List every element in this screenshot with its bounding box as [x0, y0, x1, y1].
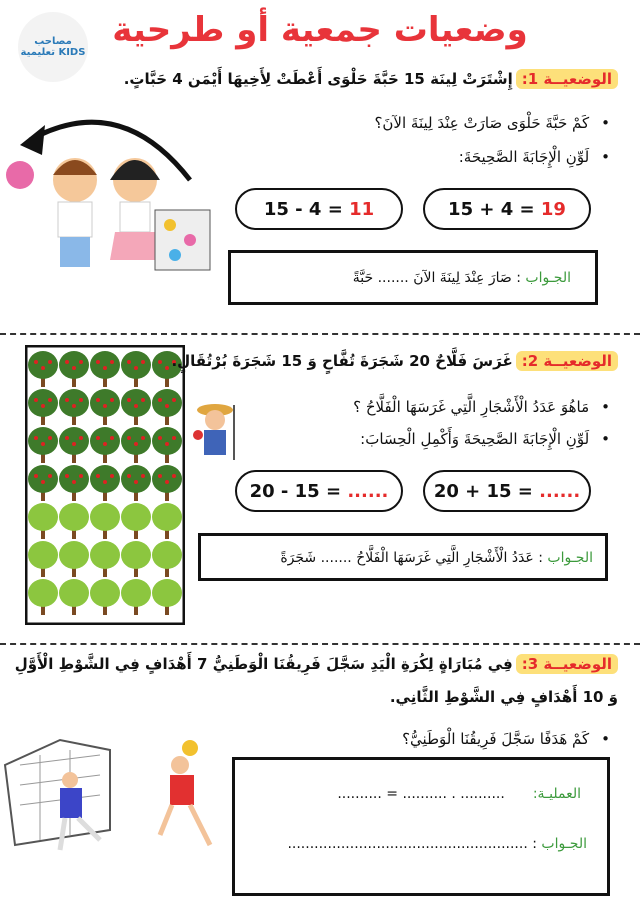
page-title: وضعيات جمعية أو طرحية [112, 10, 528, 50]
orange-tree [28, 541, 58, 569]
apple [103, 480, 107, 484]
apple [48, 398, 52, 402]
apple [134, 366, 138, 370]
orange-tree [121, 503, 151, 531]
orange-tree [152, 503, 182, 531]
apple-tree [152, 389, 182, 417]
trees-illustration [25, 345, 185, 625]
apple [158, 398, 162, 402]
apple-tree [28, 427, 58, 455]
operation-label: العمليـة: [532, 786, 581, 802]
answer-box [232, 757, 610, 896]
situation-1-statement: الوضعيــة 1:إِشْتَرَتْ لِينَة 15 حَبَّةَ حَلْوَى أَعْطَتْ لِأَخِيهَا أَيْمَن 4 حَبَّاتٍ. [124, 70, 618, 88]
apple [141, 436, 145, 440]
apple [103, 404, 107, 408]
operation-field[interactable]: .......... = .......... . .......... [337, 786, 505, 802]
option-add[interactable]: 20 + 15 = ...... [423, 470, 591, 512]
apple-tree [28, 389, 58, 417]
apple [165, 366, 169, 370]
apple [172, 398, 176, 402]
handball-illustration [0, 735, 225, 855]
apple [158, 474, 162, 478]
apple-tree [90, 465, 120, 493]
apple-tree [90, 351, 120, 379]
apple [41, 366, 45, 370]
apple [158, 436, 162, 440]
apple [103, 442, 107, 446]
apple-tree [121, 427, 151, 455]
apple [141, 474, 145, 478]
apple [79, 436, 83, 440]
apple-tree [28, 465, 58, 493]
orange-tree [90, 541, 120, 569]
apple [127, 398, 131, 402]
apple-tree [90, 427, 120, 455]
answer-box: الجـواب : صَارَ عِنْدَ لِينَةَ الآنَ ....... حَبَّةً [228, 250, 598, 305]
apple [110, 474, 114, 478]
apple [110, 360, 114, 364]
apple-tree [59, 351, 89, 379]
apple [103, 366, 107, 370]
apple [141, 398, 145, 402]
apple [48, 436, 52, 440]
situation-2-statement: الوضعيــة 2:غَرَسَ فَلَّاحٌ 20 شَجَرَةَ تُفَّاحٍ وَ 15 شَجَرَةَ بُرْتُقَالٍ. [171, 352, 618, 370]
apple [96, 436, 100, 440]
answer-box: الجـواب : عَدَدُ الْأَشْجَارِ الَّتِي غَرَسَهَا الْفَلَّاحُ ....... شَجَرَةً [198, 533, 608, 581]
apple [72, 366, 76, 370]
orange-tree [90, 579, 120, 607]
apple [165, 442, 169, 446]
orange-tree [59, 541, 89, 569]
option-add[interactable]: 15 + 4 = 19 [423, 188, 591, 230]
apple [127, 360, 131, 364]
apple [34, 474, 38, 478]
situation-3-statement: الوضعيــة 3:فِي مُبَارَاةٍ لِكُرَةِ الْيَدِ سَجَّلَ فَرِيقُنَا الْوَطَنِيُّ 7 أَهْدَافٍ فِي الشَّوْطِ الْأَوَّلِ [15, 655, 618, 673]
apple [65, 436, 69, 440]
section-divider [0, 643, 640, 645]
apple-tree [28, 351, 58, 379]
apple [72, 480, 76, 484]
orange-tree [152, 541, 182, 569]
logo: مصاحب تعليمية KIDS [18, 12, 88, 82]
orange-tree [28, 503, 58, 531]
apple [110, 436, 114, 440]
section-divider [0, 333, 640, 335]
apple-tree [59, 389, 89, 417]
apple [79, 474, 83, 478]
apple [34, 360, 38, 364]
farmer-illustration [190, 400, 240, 465]
orange-tree [28, 579, 58, 607]
apple-tree [121, 389, 151, 417]
apple [48, 474, 52, 478]
apple [172, 436, 176, 440]
apple [110, 398, 114, 402]
apple [41, 480, 45, 484]
apple [34, 398, 38, 402]
apple [141, 360, 145, 364]
orange-tree [152, 579, 182, 607]
apple [34, 436, 38, 440]
apple [165, 480, 169, 484]
apple [65, 398, 69, 402]
option-subtract[interactable]: 20 - 15 = ...... [235, 470, 403, 512]
orange-tree [121, 541, 151, 569]
apple [134, 480, 138, 484]
answer-label: الجـواب [541, 836, 587, 852]
apple-tree [59, 465, 89, 493]
apple-tree [121, 351, 151, 379]
orange-tree [121, 579, 151, 607]
apple-tree [90, 389, 120, 417]
apple [134, 404, 138, 408]
apple [127, 436, 131, 440]
question: • كَمْ هَدَفًا سَجَّلَ فَرِيقُنَا الْوَطَنِيُّ؟ [402, 730, 610, 748]
apple [158, 360, 162, 364]
apple-tree [121, 465, 151, 493]
apple [41, 442, 45, 446]
situation-3-statement-cont: وَ 10 أَهْدَافٍ فِي الشَّوْطِ الثَّانِي. [389, 688, 618, 706]
apple [41, 404, 45, 408]
apple [96, 474, 100, 478]
apple-tree [59, 427, 89, 455]
apple [72, 404, 76, 408]
apple [134, 442, 138, 446]
children-illustration [0, 100, 230, 290]
apple [65, 360, 69, 364]
apple [65, 474, 69, 478]
instruction: • لَوِّنِ الْإِجَابَةَ الصَّحِيحَةَ وَأَكْمِلِ الْحِسَابَ: [360, 430, 610, 448]
apple [96, 360, 100, 364]
instruction: • لَوِّنِ الْإِجَابَةَ الصَّحِيحَةَ: [459, 148, 610, 166]
apple [165, 404, 169, 408]
orange-tree [59, 503, 89, 531]
apple [72, 442, 76, 446]
answer-field[interactable]: : ...................................................... [287, 836, 542, 852]
apple [172, 474, 176, 478]
orange-tree [59, 579, 89, 607]
apple-tree [152, 427, 182, 455]
orange-tree [90, 503, 120, 531]
apple [79, 360, 83, 364]
apple-tree [152, 465, 182, 493]
apple [96, 398, 100, 402]
apple [79, 398, 83, 402]
option-subtract[interactable]: 15 - 4 = 11 [235, 188, 403, 230]
apple [127, 474, 131, 478]
apple [48, 360, 52, 364]
question: • كَمْ حَبَّةَ حَلْوَى صَارَتْ عِنْدَ لِينَةَ الآنَ؟ [374, 114, 610, 132]
question: • مَاهُوَ عَدَدُ الْأَشْجَارِ الَّتِي غَرَسَهَا الْفَلَّاحُ ؟ [353, 398, 610, 416]
